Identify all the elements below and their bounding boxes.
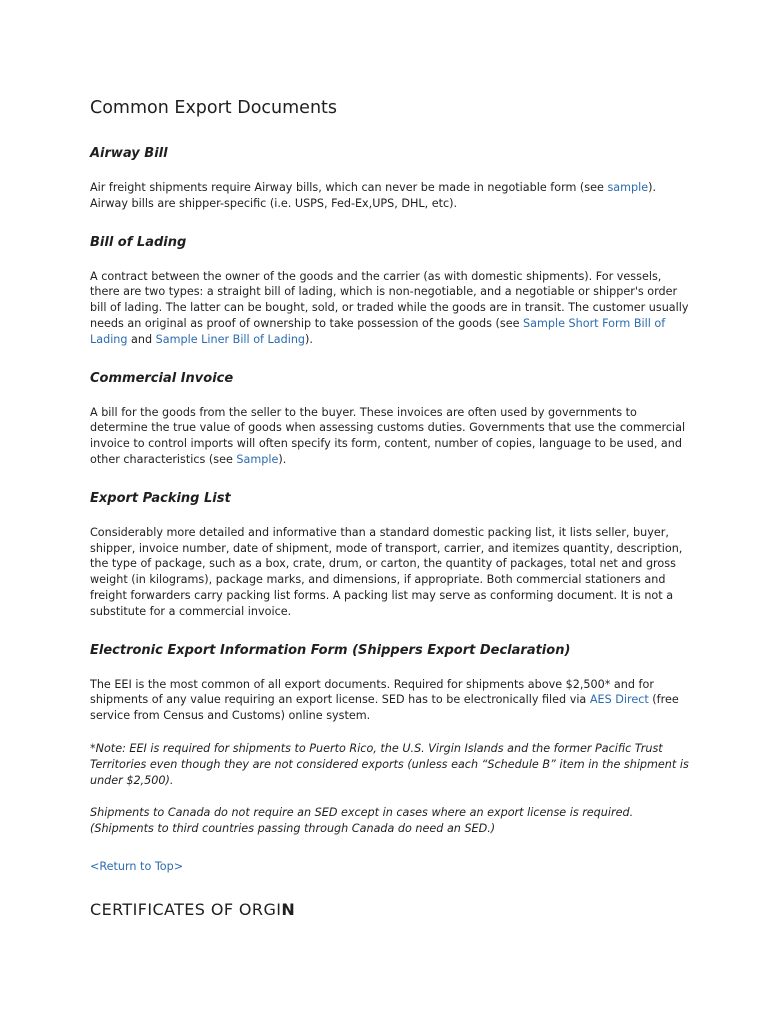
paragraph-text: (free service from Census and Customs) online system. bbox=[90, 693, 679, 723]
paragraph-text: ). Airway bills are shipper-specific (i.e. USPS, Fed-Ex,UPS, DHL, etc). bbox=[90, 181, 657, 210]
aes-direct-link[interactable]: AES Direct bbox=[589, 693, 649, 707]
heading-eei-form: Electronic Export Information Form (Shippers Export Declaration) bbox=[90, 642, 571, 658]
paragraph-text: The EEI is the most common of all export documents. Required for shipments above $2,500* and for shipments of any value requiring an export license. SED has to be electronically filed via bbox=[90, 677, 654, 707]
heading-commercial-invoice: Commercial Invoice bbox=[90, 370, 234, 386]
eei-note: *Note: EEI is required for shipments to Puerto Rico, the U.S. Virgin Islands and the former Pacific Trust Territories even though they are not considered exports (unless each “Schedule B” item in the shipment is under $2,500). bbox=[90, 741, 689, 787]
page-title: Common Export Documents bbox=[90, 98, 338, 118]
paragraph-bill-of-lading bbox=[90, 269, 690, 348]
paragraph-text: ). bbox=[305, 332, 313, 346]
paragraph-text: ). bbox=[278, 452, 287, 466]
paragraph-commercial-invoice bbox=[90, 405, 690, 468]
paragraph-export-packing-list: Considerably more detailed and informative than a standard domestic packing list, it lists seller, buyer, shipper, invoice number, date of shipment, mode of transport, carrier, and itemizes quantity, description, the type of package, such as a box, crate, drum, or carton, the quantity of packages, total net and gross weight (in kilograms), package marks, and dimensions, if appropriate. Both commercial stationers and freight forwarders carry packing list forms. A packing list may serve as conforming document. It is not a substitute for a commercial invoice. bbox=[90, 525, 683, 618]
cert-title-last-char: N bbox=[281, 899, 296, 919]
sample-liner-link[interactable]: Sample Liner Bill of Lading bbox=[155, 332, 306, 346]
paragraph-text: A contract between the owner of the goods and the carrier (as with domestic shipments). For vessels, there are two types: a straight bill of lading, which is non-negotiable, and a negotiable or shipper's order bill of lading. The latter can be bought, sold, or traded while the goods are in transit. The customer usually needs an original as proof of ownership to take possession of the goods (see bbox=[90, 269, 689, 330]
paragraph-text: A bill for the goods from the seller to the buyer. These invoices are often used by governments to determine the true value of goods when assessing customs duties. Governments that use the commercial invoice to control imports will often specify its form, content, number of copies, language to be used, and other characteristics (see bbox=[90, 405, 686, 466]
certificates-of-origin-heading bbox=[90, 899, 690, 921]
paragraph-airway-bill bbox=[90, 180, 690, 212]
document-page bbox=[90, 96, 690, 921]
airway-sample-link[interactable]: sample bbox=[607, 181, 649, 194]
paragraph-eei bbox=[90, 677, 690, 724]
heading-export-packing-list: Export Packing List bbox=[90, 490, 231, 506]
heading-bill-of-lading: Bill of Lading bbox=[90, 234, 187, 250]
paragraph-text: and bbox=[127, 332, 156, 346]
invoice-sample-link[interactable]: Sample bbox=[236, 452, 279, 466]
cert-title-text: CERTIFICATES OF ORGI bbox=[90, 899, 282, 919]
return-to-top-link[interactable]: <Return to Top> bbox=[90, 859, 184, 873]
heading-airway-bill: Airway Bill bbox=[90, 146, 168, 161]
paragraph-text: Air freight shipments require Airway bills, which can never be made in negotiable form (see bbox=[90, 181, 608, 194]
sample-short-form-link[interactable]: Sample Short Form Bill of Lading bbox=[90, 316, 666, 346]
canada-note: Shipments to Canada do not require an SED except in cases where an export license is required. (Shipments to third countries passing through Canada do need an SED.) bbox=[90, 806, 634, 836]
